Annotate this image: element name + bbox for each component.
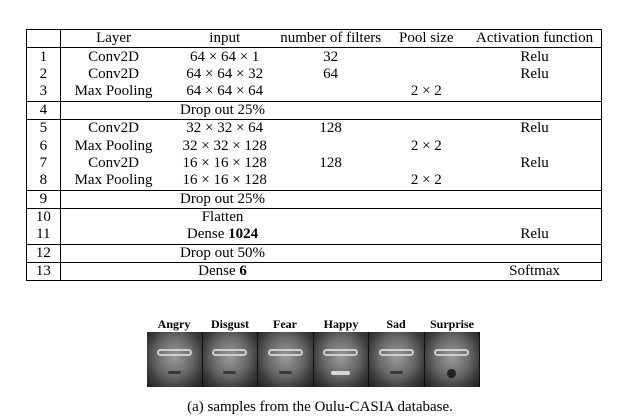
row-pool: 2 × 2 xyxy=(410,137,442,154)
table-row xyxy=(27,66,602,83)
row-activation xyxy=(468,137,601,154)
expression-labels xyxy=(147,317,480,331)
row-pool xyxy=(384,119,468,137)
face-image-happy xyxy=(314,332,370,387)
row-input: 32 × 32 × 64 xyxy=(166,119,276,137)
row-filters: 128 xyxy=(319,154,342,171)
label-sad: Sad xyxy=(386,317,406,331)
row-input: 16 × 16 × 128 xyxy=(182,172,267,189)
table-header-row xyxy=(27,30,602,48)
row-num: 2 xyxy=(27,66,61,83)
row-layer: Conv2D xyxy=(60,119,166,137)
label-angry: Angry xyxy=(157,317,191,331)
table-row xyxy=(27,119,602,137)
row-num: 4 xyxy=(27,101,61,119)
row-filters xyxy=(277,83,384,101)
table-row xyxy=(27,155,602,172)
table-row xyxy=(27,263,602,281)
table-row xyxy=(27,83,602,101)
row-activation: Relu xyxy=(520,65,549,82)
row-span: Flatten xyxy=(60,208,384,226)
row-num: 10 xyxy=(27,208,61,226)
face-images-strip xyxy=(147,332,480,387)
row-span: Drop out 50% xyxy=(60,244,384,262)
header-activation: Activation function xyxy=(468,30,601,48)
face-image-disgust xyxy=(203,332,259,387)
row-input: 16 × 16 × 128 xyxy=(182,154,267,171)
row-layer: Conv2D xyxy=(88,65,139,82)
row-pool xyxy=(384,48,468,66)
row-span: Drop out 25% xyxy=(60,190,384,208)
row-activation: Relu xyxy=(520,226,549,243)
row-input: 64 × 64 × 1 xyxy=(190,48,260,65)
row-layer: Max Pooling xyxy=(74,137,153,154)
label-happy: Happy xyxy=(323,317,359,331)
row-num: 6 xyxy=(27,137,61,154)
header-num xyxy=(27,30,61,48)
dense-prefix: Dense xyxy=(186,226,229,243)
row-filters: 32 xyxy=(323,48,339,65)
row-num: 12 xyxy=(27,244,61,262)
row-num: 13 xyxy=(27,263,61,281)
row-activation: Relu xyxy=(520,154,549,171)
label-disgust: Disgust xyxy=(210,317,250,331)
row-activation xyxy=(468,83,601,101)
row-span: Drop out 25% xyxy=(60,101,384,119)
row-filters xyxy=(277,172,384,190)
header-layer: Layer xyxy=(60,30,166,48)
row-filters: 128 xyxy=(277,119,384,137)
row-filters: 64 xyxy=(323,65,339,82)
row-pool: 2 × 2 xyxy=(410,83,442,100)
row-pool: 2 × 2 xyxy=(410,172,442,189)
table-row xyxy=(27,208,602,226)
face-image-angry xyxy=(147,332,203,387)
row-pool xyxy=(384,66,468,83)
header-input: input xyxy=(166,30,276,48)
header-filters: number of filters xyxy=(277,30,384,48)
table-row xyxy=(27,190,602,208)
table-row xyxy=(27,137,602,154)
row-activation: Relu xyxy=(468,119,601,137)
dense-units: 1024 xyxy=(228,226,259,243)
dense-prefix: Dense xyxy=(198,263,240,280)
face-image-surprise xyxy=(425,332,481,387)
row-input: 64 × 64 × 64 xyxy=(186,83,264,100)
row-activation xyxy=(468,172,601,190)
table-row xyxy=(27,226,602,244)
row-activation: Softmax xyxy=(468,263,601,281)
row-layer: Conv2D xyxy=(88,154,139,171)
row-num: 1 xyxy=(27,48,61,66)
table-row xyxy=(27,101,602,119)
header-pool: Pool size xyxy=(384,30,468,48)
model-summary-table xyxy=(26,29,602,281)
sample-faces-figure xyxy=(147,317,480,387)
row-layer: Max Pooling xyxy=(74,83,153,100)
table-row xyxy=(27,48,602,66)
table-row xyxy=(27,244,602,262)
table-row xyxy=(27,172,602,190)
figure-caption: (a) samples from the Oulu-CASIA database. xyxy=(187,399,453,415)
row-num: 11 xyxy=(27,226,61,244)
label-surprise: Surprise xyxy=(429,317,475,331)
row-num: 8 xyxy=(27,172,61,190)
row-filters xyxy=(277,137,384,154)
row-layer: Conv2D xyxy=(88,48,139,65)
row-num: 7 xyxy=(27,155,61,172)
row-num: 5 xyxy=(27,119,61,137)
row-layer: Max Pooling xyxy=(74,172,153,189)
row-num: 3 xyxy=(27,83,61,101)
row-pool xyxy=(384,155,468,172)
row-activation: Relu xyxy=(520,48,549,65)
row-span xyxy=(60,226,384,244)
row-input: 64 × 64 × 32 xyxy=(186,65,264,82)
face-image-fear xyxy=(258,332,314,387)
dense-units: 6 xyxy=(239,263,247,280)
row-num: 9 xyxy=(27,190,61,208)
face-image-sad xyxy=(369,332,425,387)
row-span xyxy=(60,263,384,281)
label-fear: Fear xyxy=(273,317,297,331)
row-input: 32 × 32 × 128 xyxy=(182,137,267,154)
